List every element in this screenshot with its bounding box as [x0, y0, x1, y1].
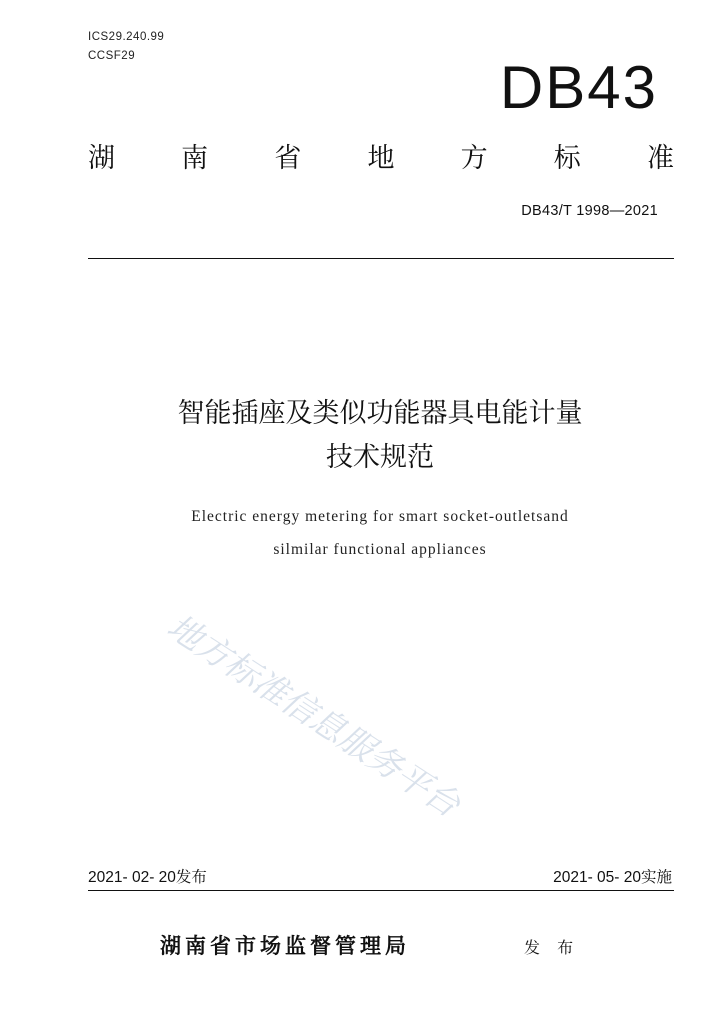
title-chinese-line2: 技术规范 [326, 442, 434, 473]
standard-type-char: 南 [181, 143, 209, 174]
title-chinese [0, 392, 724, 480]
standard-type [88, 136, 674, 175]
title-chinese-line1: 智能插座及类似功能器具电能计量 [177, 398, 583, 429]
standard-number: DB43/T 1998—2021 [521, 203, 658, 219]
ccs-code: CCSF29 [88, 50, 136, 62]
standard-type-char: 准 [646, 143, 674, 174]
title-english [0, 500, 724, 566]
implementation-date: 2021- 05- 20实施 [553, 869, 672, 886]
ics-code: ICS29.240.99 [88, 31, 165, 43]
title-english-line2: silmilar functional appliances [273, 541, 487, 558]
watermark: 地方标准信息服务平台 [159, 606, 467, 826]
standard-type-char: 方 [460, 143, 488, 174]
issue-date: 2021- 02- 20发布 [88, 869, 207, 886]
standard-type-char: 湖 [88, 143, 115, 174]
issuing-authority: 湖南省市场监督管理局 [160, 934, 410, 958]
title-english-line1: Electric energy metering for smart socket-outletsand [191, 508, 569, 525]
standard-code-logo: DB43 [499, 54, 658, 121]
header-divider [88, 258, 674, 259]
footer-divider [88, 890, 674, 891]
issue-label: 发 布 [524, 938, 580, 957]
standard-type-char: 标 [553, 143, 581, 174]
standard-type-char: 地 [367, 143, 395, 174]
standard-type-char: 省 [274, 143, 302, 174]
